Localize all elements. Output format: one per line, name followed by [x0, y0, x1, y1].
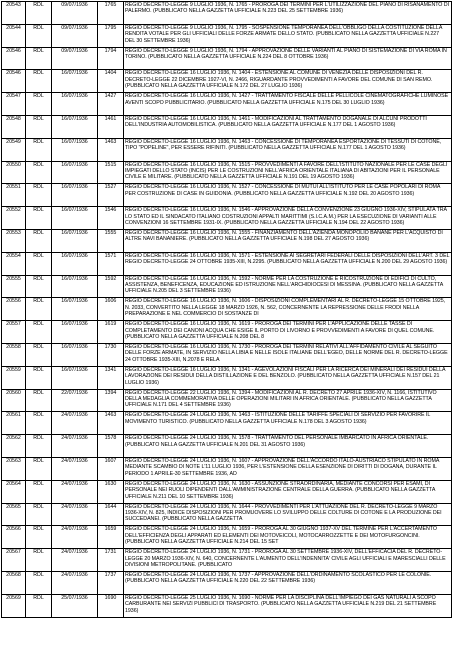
act-date: 25/07/1936	[52, 594, 98, 617]
act-type: RDL	[26, 184, 52, 207]
record-number: 20550	[2, 161, 26, 184]
table-row	[2, 549, 452, 572]
act-date: 16/07/1936	[52, 115, 98, 138]
act-description: REGIO DECRETO-LEGGE 16 LUGLIO 1936, N. 1527 - CONCESSIONE DI MUTUI ALL'ISTITUTO PER LE CASE POPOLARI DI ROMA PER COSTRUZIONE DI CASE IN GUIDONIA. (PUBBLICATO NELLA GAZZETTA UFFICIALE N.192 DEL 20 AGOSTO 1936)	[124, 184, 452, 207]
table-row	[2, 571, 452, 594]
act-number: 1461	[98, 115, 124, 138]
table-row	[2, 24, 452, 47]
table-row	[2, 138, 452, 161]
act-description: REGIO DECRETO-LEGGE 16 LUGLIO 1936, N. 1730 - PROROGA DEI TERMINI RELATIVI ALL'AFFIDAMENTO CIVILE AL SEGUITO DELLE FORZE ARMATE, IN SERVIZIO NELLA LIBIA E NELLE ISOLE ITALIANE DELL'EGEO, DELLE NORME DEL R. DECRETO-LEGGE 24 OTTOBRE 1935-XIII, N.2078 E RELA	[124, 343, 452, 366]
record-number: 20563	[2, 457, 26, 480]
act-number: 1394	[98, 389, 124, 412]
decree-register-table	[1, 1, 452, 618]
record-number: 20544	[2, 24, 26, 47]
act-description: REGIO DECRETO-LEGGE 16 LUGLIO 1936, N. 1515 - PROVVEDIMENTI A FAVORE DELL'ISTITUTO NAZIONALE PER LE CASE DEGLI IMPIEGATI DELLO STATO (INCIS) PER LE COSTRUZIONI NELL'AFRICA ORIENTALE ITALIANA DI ABITAZIONI PER IL PERSONALE CIVILE E MILITARE. (PUBBLICATO NELLA GAZZETTA UFFICIALE N.191 DEL 19 AGOSTO 1936)	[124, 161, 452, 184]
act-description: REGIO DECRETO-LEGGE 25 LUGLIO 1936, N. 1690 - NORME PER LA DISCIPLINA DELL'IMPIEGO DEI GAS NATURALI A SCOPO CARBURANTE NEI SERVIZI PUBBLICI DI TRASPORTO. (PUBBLICATO NELLA GAZZETTA UFFICIALE N.219 DEL 21 SETTEMBRE 1936)	[124, 594, 452, 617]
record-number: 20557	[2, 321, 26, 344]
table-row	[2, 480, 452, 503]
record-number: 20548	[2, 115, 26, 138]
table-row	[2, 161, 452, 184]
act-number: 1571	[98, 252, 124, 275]
act-date: 22/07/1936	[52, 389, 98, 412]
act-type: RDL	[26, 138, 52, 161]
record-number: 20559	[2, 366, 26, 389]
act-number: 1555	[98, 229, 124, 252]
act-description: REGIO DECRETO-LEGGE 9 LUGLIO 1936, N. 1795 - SOSPENSIONE TEMPORANEA DELL'OBBLIGO DELLA COSTITUZIONE DELLA RENDITA VOTALE PER GLI UFFICIALI DELLE FORZE ARMATE DELLO STATO. (PUBBLICATO NELLA GAZZETTA UFFICIALE N.227 DEL 30 SETTEMBRE 1936)	[124, 24, 452, 47]
act-date: 16/07/1936	[52, 366, 98, 389]
act-date: 16/07/1936	[52, 138, 98, 161]
act-date: 24/07/1936	[52, 526, 98, 549]
act-number: 1644	[98, 503, 124, 526]
act-description: REGIO DECRETO-LEGGE 22 LUGLIO 1936, N. 1394 - MODIFICAZIONI AL R. DECRETO 27 APRILE 1936-XIV, N. 1166, ISTITUTIVO DELLA MEDAGLIA COMMEMORATIVA DELLE OPERAZIONI MILITARI IN AFRICA ORIENTALE. (PUBBLICATO NELLA GAZZETTA UFFICIALE N.171 DEL 4 SETTEMBRE 1936)	[124, 389, 452, 412]
record-number: 20554	[2, 252, 26, 275]
act-type: RDL	[26, 343, 52, 366]
act-number: 1463	[98, 412, 124, 435]
act-description: REGIO DECRETO-LEGGE 16 LUGLIO 1936, N. 1427 - TRATTAMENTO FISCALE DELLE PELLICOLE CINEMATOGRAFICHE LUMINOSE AVENTI SCOPO PUBBLICITARIO. (PUBBLICATO NELLA GAZZETTA UFFICIALE N.175 DEL 30 LUGLIO 1936)	[124, 93, 452, 116]
act-number: 1619	[98, 321, 124, 344]
act-type: RDL	[26, 480, 52, 503]
table-row	[2, 70, 452, 93]
act-description: REGIO DECRETO-LEGGE 16 LUGLIO 1936, N. 1619 - PROROGA DEI TERMINI PER L'APPLICAZIONE DELLE TASSE DI COMPLETAMENTO DEI CANONI ACQUA CHE ESIGE IL PORTO DI LIVORNO E PROVVEDIMENTI A FAVORE DI QUEL COMUNE. (PUBBLICATO NELLA GAZZETTA UFFICIALE N.208 DEL 8	[124, 321, 452, 344]
act-number: 1546	[98, 207, 124, 230]
record-number: 20568	[2, 571, 26, 594]
act-date: 16/07/1936	[52, 252, 98, 275]
record-number: 20560	[2, 389, 26, 412]
act-date: 09/07/1936	[52, 2, 98, 25]
act-date: 16/07/1936	[52, 229, 98, 252]
act-description: REGIO DECRETO-LEGGE 9 LUGLIO 1936, N. 1765 - PROROGA DEI TERMINI PER L'UTILIZZAZIONE DEL PIANO DI RISANAMENTO DI PALERMO. (PUBBLICATO NELLA GAZZETTA UFFICIALE N.223 DEL 25 SETTEMBRE 1936)	[124, 2, 452, 25]
table-row	[2, 457, 452, 480]
table-row	[2, 275, 452, 298]
act-description: REGIO DECRETO-LEGGE 16 LUGLIO 1936, N. 1571 - ESTENSIONE AI SEGRETARI FEDERALI DELLE DISPOSIZIONI DELL'ART. 3 DEL REGIO DECRETO-LEGGE 24 OTTOBRE 1935-XIII, N.2295. (PUBBLICATO NELLA GAZZETTA UFFICIALE N.200 DEL 29 AGOSTO 1936)	[124, 252, 452, 275]
act-number: 1794	[98, 47, 124, 70]
act-number: 1765	[98, 2, 124, 25]
record-number: 20566	[2, 526, 26, 549]
table-row	[2, 229, 452, 252]
act-number: 1607	[98, 457, 124, 480]
act-description: REGIO DECRETO-LEGGE 24 LUGLIO 1936, N. 1659 - PROROGA AL 30 GIUGNO 1937-XV DEL TERMINE PER L'ACCERTAMENTO DELL'EFFICIENZA DEGLI APPARATI ED ELEMENTI DEI MOTOVEICOLI, MOTOCARROZZETTE E DEI MOTOFURGONCINI. (PUBBLICATO NELLA GAZZETTA UFFICIALE N.214 DEL 15 SET	[124, 526, 452, 549]
act-number: 1427	[98, 93, 124, 116]
record-number: 20558	[2, 343, 26, 366]
table-row	[2, 47, 452, 70]
act-number: 1592	[98, 275, 124, 298]
act-number: 1630	[98, 480, 124, 503]
act-date: 24/07/1936	[52, 457, 98, 480]
act-number: 1515	[98, 161, 124, 184]
record-number: 20552	[2, 207, 26, 230]
act-number: 1463	[98, 138, 124, 161]
record-number: 20569	[2, 594, 26, 617]
table-row	[2, 184, 452, 207]
act-type: RDL	[26, 2, 52, 25]
table-row	[2, 207, 452, 230]
act-number: 1527	[98, 184, 124, 207]
act-description: REGIO DECRETO-LEGGE 24 LUGLIO 1936, N. 1731 - PROROGA AL 30 SETTEMBRE 1936-XIV, DELL'EFFICACIA DEL R. DECRETO-LEGGE 20 MARZO 1936-XIV, N. 640, CONCERNENTE L'AUMENTO DELL'INDENNITA' CIVILE AGLI UFFICIALI E MARESCIALLI DELLE DIVISIONI METROPOLITANE. (PUBBLICATO	[124, 549, 452, 572]
record-number: 20561	[2, 412, 26, 435]
act-description: REGIO DECRETO-LEGGE 16 LUGLIO 1936, N. 1606 - DISPOSIZIONI COMPLEMENTARI AL R. DECRETO-LEGGE 15 OTTOBRE 1925, N. 2033, CONVERTITO NELLA LEGGE 18 MARZO 1926, N. 562, CONCERNENTE LA REPRESSIONE DELLE FRODI NELLA PREPARAZIONE E NEL COMMERCIO DI SOSTANZE DI	[124, 298, 452, 321]
act-date: 09/07/1936	[52, 24, 98, 47]
act-date: 24/07/1936	[52, 412, 98, 435]
act-type: RDL	[26, 526, 52, 549]
act-description: REGIO DECRETO-LEGGE 9 LUGLIO 1936, N. 1794 - APPROVAZIONE DELLE VARIANTI AL PIANO DI SISTEMAZIONE DI VIA ROMA IN TORINO. (PUBBLICATO NELLA GAZZETTA UFFICIALE N.224 DEL 8 OTTOBRE 1936)	[124, 47, 452, 70]
table-row	[2, 343, 452, 366]
act-type: RDL	[26, 229, 52, 252]
act-type: RDL	[26, 457, 52, 480]
act-type: RDL	[26, 298, 52, 321]
act-description: REGIO DECRETO-LEGGE 24 LUGLIO 1936, N. 1578 - TRATTAMENTO DEL PERSONALE IMBARCATO IN AFRICA ORIENTALE. (PUBBLICATO NELLA GAZZETTA UFFICIALE N.201 DEL 31 AGOSTO 1936)	[124, 435, 452, 458]
act-type: RDL	[26, 503, 52, 526]
act-number: 1690	[98, 594, 124, 617]
act-number: 1578	[98, 435, 124, 458]
record-number: 20553	[2, 229, 26, 252]
act-number: 1795	[98, 24, 124, 47]
act-date: 16/07/1936	[52, 93, 98, 116]
record-number: 20564	[2, 480, 26, 503]
act-date: 16/07/1936	[52, 321, 98, 344]
decree-register-body	[2, 2, 452, 618]
act-description: REGIO DECRETO-LEGGE 16 LUGLIO 1936, N. 1463 - CONCESSIONE DI TEMPORANEA ESPORTAZIONE DI TESSUTI DI COTONE, TIPO "POPELINE", PER ESSERE RIFINITI. (PUBBLICATO NELLA GAZZETTA UFFICIALE N.177 DEL 1 AGOSTO 1936)	[124, 138, 452, 161]
act-date: 16/07/1936	[52, 70, 98, 93]
act-type: RDL	[26, 93, 52, 116]
act-type: RDL	[26, 207, 52, 230]
act-date: 16/07/1936	[52, 207, 98, 230]
table-row	[2, 115, 452, 138]
act-date: 16/07/1936	[52, 298, 98, 321]
table-row	[2, 2, 452, 25]
register-page	[0, 1, 452, 646]
act-number: 1737	[98, 571, 124, 594]
act-number: 1404	[98, 70, 124, 93]
record-number: 20546	[2, 70, 26, 93]
act-type: RDL	[26, 24, 52, 47]
act-type: RDL	[26, 571, 52, 594]
act-description: REGIO DECRETO-LEGGE 24 LUGLIO 1936, N. 1737 - APPROVAZIONE DELL'ORDINAMENTO SCOLASTICO PER LE COLONIE. (PUBBLICATO NELLA GAZZETTA UFFICIALE N.220 DEL 22 SETTEMBRE 1936)	[124, 571, 452, 594]
act-type: RDL	[26, 435, 52, 458]
act-number: 1659	[98, 526, 124, 549]
record-number: 20543	[2, 2, 26, 25]
act-number: 1731	[98, 549, 124, 572]
act-number: 1730	[98, 343, 124, 366]
table-row	[2, 435, 452, 458]
record-number: 20562	[2, 435, 26, 458]
act-description: REGIO DECRETO-LEGGE 24 LUGLIO 1936, N. 1607 - APPROVAZIONE DELL'ACCORDO ITALO-AUSTRIACO STIPULATO IN ROMA MEDIANTE SCAMBIO DI NOTE L'11 LUGLIO 1936, PER L'ESTENSIONE DELLA ESENZIONE DI DIRITTI DI DOGANA, DURANTE IL PERIODO 1 APRILE-30 SETTEMBRE 1936, AD	[124, 457, 452, 480]
act-date: 24/07/1936	[52, 435, 98, 458]
act-type: RDL	[26, 275, 52, 298]
table-row	[2, 252, 452, 275]
act-type: RDL	[26, 549, 52, 572]
record-number: 20549	[2, 138, 26, 161]
table-row	[2, 321, 452, 344]
act-type: RDL	[26, 70, 52, 93]
table-row	[2, 366, 452, 389]
act-date: 16/07/1936	[52, 161, 98, 184]
act-description: REGIO DECRETO-LEGGE 16 LUGLIO 1936, N. 1592 - NORME PER LA COSTRUZIONE E RICOSTRUZIONE DI EDIFICI DI CULTO, ASSISTENZA, BENEFICENZA, EDUCAZIONE ED ISTRUZIONE NELL'ARCHIDIOCESI DI MESSINA. (PUBBLICATO NELLA GAZZETTA UFFICIALE N.205 DEL 3 SETTEMBRE 1936)	[124, 275, 452, 298]
act-number: 1341	[98, 366, 124, 389]
act-date: 24/07/1936	[52, 549, 98, 572]
table-row	[2, 93, 452, 116]
act-date: 09/07/1936	[52, 47, 98, 70]
table-row	[2, 594, 452, 617]
record-number: 20565	[2, 503, 26, 526]
act-description: REGIO DECRETO-LEGGE 16 LUGLIO 1936, N. 1341 - AGEVOLAZIONI FISCALI PER LA RICERCA DEI MINERALI DEI RESIDUI DELLA LAVORAZIONE DEI RESIDUI DELLA DISTILLAZIONE E DEL BENZOLO. (PUBBLICATO NELLA GAZZETTA UFFICIALE N.157 DEL 21 LUGLIO 1936)	[124, 366, 452, 389]
act-date: 24/07/1936	[52, 480, 98, 503]
table-row	[2, 298, 452, 321]
act-description: REGIO DECRETO-LEGGE 24 LUGLIO 1936, N. 1630 - ASSUNZIONE STRAORDINARIA, MEDIANTE CONCORSI PER ESAMI, DI PERSONALE NEI RUOLI DIPENDENTI DALL'AMMINISTRAZIONE CENTRALE DELLA GUERRA. (PUBBLICATO NELLA GAZZETTA UFFICIALE N.211 DEL 10 SETTEMBRE 1936)	[124, 480, 452, 503]
table-row	[2, 503, 452, 526]
table-row	[2, 389, 452, 412]
record-number: 20556	[2, 298, 26, 321]
act-type: RDL	[26, 594, 52, 617]
act-date: 24/07/1936	[52, 503, 98, 526]
act-description: REGIO DECRETO-LEGGE 16 LUGLIO 1936, N. 1404 - ESTENSIONE AL COMUNE DI VENEZIA DELLE DISPOSIZIONI DEL R. DECRETO-LEGGE 22 DICEMBRE 1927-VI, N. 2466, RIGUARDANTE PROVVEDIMENTI A FAVORE DEL COMUNE DI SAN REMO. (PUBBLICATO NELLA GAZZETTA UFFICIALE N.172 DEL 27 LUGLIO 1936)	[124, 70, 452, 93]
table-row	[2, 526, 452, 549]
act-type: RDL	[26, 412, 52, 435]
act-description: REGIO DECRETO-LEGGE 24 LUGLIO 1936, N. 1644 - PROVVEDIMENTI PER L'ATTUAZIONE DEL R. DECRETO-LEGGE 9 MARZO 1936-XIV, N. 825, INDICE DISPOSIZIONI PER PROMUOVERE LO SVILUPPO DELLE COLTURE DI COTONE E LA PRODUZIONE DEI SUCCEDANEI. (PUBBLICATO NELLA GAZZETTA	[124, 503, 452, 526]
record-number: 20546	[2, 47, 26, 70]
record-number: 20555	[2, 275, 26, 298]
act-number: 1606	[98, 298, 124, 321]
act-type: RDL	[26, 161, 52, 184]
act-type: RDL	[26, 115, 52, 138]
act-description: REGIO DECRETO-LEGGE 16 LUGLIO 1936, N. 1546 - APPROVAZIONE DELLA CONVENZIONE 23 GIUGNO 1936-XIV, STIPULATA TRA LO STATO ED IL SINDACATO ITALIANO COSTRUZIONI APPALTI MARITTIMI (S.I.C.A.M.) PER LA ESECUZIONE DI VARIANTI ALLE CONVENZIONI 16 SETTEMBRE 1931-IX. (PUBBLICATO NELLA GAZZETTA UFFICIALE N.194 DEL 22 AGOSTO 1936)	[124, 207, 452, 230]
act-date: 16/07/1936	[52, 275, 98, 298]
record-number: 20551	[2, 184, 26, 207]
act-date: 24/07/1936	[52, 571, 98, 594]
act-date: 16/07/1936	[52, 184, 98, 207]
record-number: 20567	[2, 549, 26, 572]
act-type: RDL	[26, 321, 52, 344]
act-type: RDL	[26, 366, 52, 389]
table-row	[2, 412, 452, 435]
act-type: RDL	[26, 252, 52, 275]
act-type: RDL	[26, 389, 52, 412]
act-type: RDL	[26, 47, 52, 70]
act-description: REGIO DECRETO-LEGGE 24 LUGLIO 1936, N. 1463 - ISTITUZIONE DELLE TARIFFE SPECIALI DI SERVIZIO PER FAVORIRE IL MOVIMENTO TURISTICO. (PUBBLICATO NELLA GAZZETTA UFFICIALE N.178 DEL 3 AGOSTO 1936)	[124, 412, 452, 435]
act-date: 16/07/1936	[52, 343, 98, 366]
record-number: 20547	[2, 93, 26, 116]
act-description: REGIO DECRETO-LEGGE 16 LUGLIO 1936, N. 1555 - FINANZIAMENTO DELL'AZIENDA MONOPOLIO BANANE PER L'ACQUISTO DI ALTRE NAVI BANANIERE. (PUBBLICATO NELLA GAZZETTA UFFICIALE N.198 DEL 27 AGOSTO 1936)	[124, 229, 452, 252]
act-description: REGIO DECRETO-LEGGE 16 LUGLIO 1936, N. 1461 - MODIFICAZIONI AL TRATTAMENTO DOGANALE DI ALCUNI PRODOTTI DELL'INDUSTRIA AUTOMOBILISTICA. (PUBBLICATO NELLA GAZZETTA UFFICIALE N.177 DEL 1 AGOSTO 1936)	[124, 115, 452, 138]
